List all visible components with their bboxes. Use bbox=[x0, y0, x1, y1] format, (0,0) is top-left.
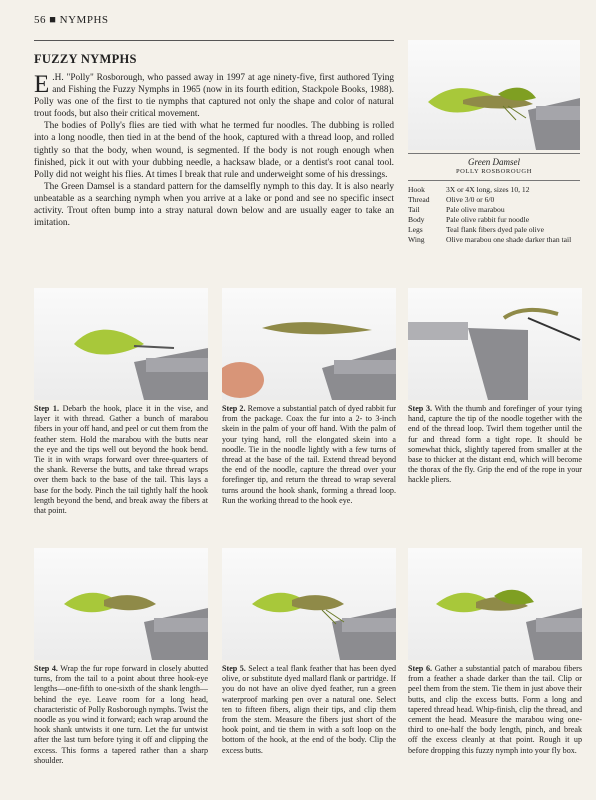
title-rule bbox=[34, 40, 394, 41]
page-number: 56 bbox=[34, 14, 46, 26]
recipe-row: Hook 3X or 4X long, sizes 10, 12 bbox=[408, 185, 530, 194]
intro-paragraph-3: The Green Damsel is a standard pattern for the damselfly nymph to this day. It is also nearly unbeatable as a searching nymph when you arrive at a lake or pond and see no specific insect activity. Trout often bump into a stray natural down below and are usually eager to take an imitation. bbox=[34, 181, 394, 229]
intro-paragraph-1: E .H. "Polly" Rosborough, who passed away in 1997 at age ninety-five, first authored Tying and Fishing the Fuzzy Nymphs in 1965 (now in its fourth edition, Stackpole Books, 1988). Polly was one of the first to tie nymphs that captured not only the shape and color of natural trout foods, but also their critical movement. bbox=[34, 71, 394, 120]
step-4-text: Step 4. Wrap the fur rope forward in closely abutted turns, from the tail to a point about three hook-eye lengths—one-fifth to one-sixth of the shank length—behind the eye. Leave room for a long head, characteristic of Polly Rosborough nymphs. Twist the noodle as you wind it forward; each wrap around the hook shank untwists it one turn. Let the fur untwist after the last turn before tying it off and clipping the excess. This forms a tapered rather than a sharp shoulder. bbox=[34, 664, 208, 765]
intro-text bbox=[34, 72, 394, 229]
header-separator: ■ bbox=[49, 14, 57, 26]
intro-paragraph-2: The bodies of Polly's flies are tied with what he termed fur noodles. The dubbing is rolled into a long noodle, then tied in at the bend of the hook, captured with a thread loop, and rolled tightly so that the body, when wound, is segmented. If the body is not rough enough when finished, pick it out with your dubbing needle, a hacksaw blade, or a dentist's root canal tool. Polly did not weight his flies. At times I break that rule and underweight some of his dressings. bbox=[34, 121, 394, 180]
step-2-photo bbox=[222, 288, 396, 400]
pattern-author: POLLY ROSBOROUGH bbox=[408, 167, 580, 181]
step-6-photo bbox=[408, 548, 582, 660]
recipe-row: Thread Olive 3/0 or 6/0 bbox=[408, 195, 495, 204]
step-5-text: Step 5. Select a teal flank feather that has been dyed olive, or substitute dyed mallard flank or partridge. If you do not have an olive dyed feather, run a green waterproof marking pen over a natural one. Select ten to fifteen fibers, align their tips, and clip them from the stem. Measure the fibers just short of the hook point, and tie them in with a soft loop on the bottom of the hook, at the end of the body. Clip the excess butts. bbox=[222, 664, 396, 755]
recipe-table bbox=[408, 185, 580, 245]
fly-illustration bbox=[408, 40, 580, 150]
recipe-row: Wing Olive marabou one shade darker than tail bbox=[408, 235, 572, 244]
step-6-text: Step 6. Gather a substantial patch of marabou fibers from a feather a shade darker than the tail. Clip or peel them from the stem. Tie them in just above their butts, and clip the excess butts. Form a long and tapered thread head. Whip-finish, clip the thread, and cement the head. Measure the marabou wing one-third to one-half the body length, pinch, and break off the excess cleanly at that point. Rough it up before dropping this fuzzy nymph into your fly box. bbox=[408, 664, 582, 755]
step-1-text: Step 1. Debarb the hook, place it in the vise, and layer it with thread. Gather a bunch of marabou fibers in your off hand, and peel or cut them from the feather stem. Hold the marabou with the butts near the eye and the tips well out beyond the hook bend. Tie it in with wraps forward over three-quarters of the shank. Reverse the butts, and take thread wraps over them back to the base of the tail. This lays a base for the body. Pinch the tail tightly half the hook length beyond the bend, and break away the fibers at that point. bbox=[34, 404, 208, 516]
recipe-row: Tail Pale olive marabou bbox=[408, 205, 505, 214]
hero-photo-green-damsel bbox=[408, 40, 580, 150]
recipe-row: Legs Teal flank fibers dyed pale olive bbox=[408, 225, 544, 234]
step-5-photo bbox=[222, 548, 396, 660]
running-header bbox=[34, 14, 109, 26]
pattern-name: Green Damsel bbox=[408, 153, 580, 167]
drop-cap: E bbox=[34, 71, 50, 98]
step-2-text: Step 2. Remove a substantial patch of dyed rabbit fur from the package. Coax the fur into a 2- to 3-inch skein in the palm of your off hand. With the palm of your tying hand, roll the elongated skein into a noodle. Tie in the noodle lightly with a few turns of thread at the base of the tail. Extend thread beyond the end of the noodle, capture the thread over your forefinger tip, and return the thread to wrap several turns around the hook shank, forming a thread loop. Run the working thread to the hook eye. bbox=[222, 404, 396, 505]
step-3-text: Step 3. With the thumb and forefinger of your tying hand, capture the tip of the noodle together with the end of the thread loop. Twirl them together until the fur and thread form a tight rope. It should be somewhat thick, slightly tapered from smaller at the base to thicker at the distant end, which will become the thorax of the fly. Grip the end of the rope in your hackle pliers. bbox=[408, 404, 582, 485]
page-title: FUZZY NYMPHS bbox=[34, 52, 137, 66]
pattern-recipe bbox=[408, 153, 580, 245]
step-1-photo bbox=[34, 288, 208, 400]
step-3-photo bbox=[408, 288, 582, 400]
recipe-row: Body Pale olive rabbit fur noodle bbox=[408, 215, 530, 224]
section-name: NYMPHS bbox=[59, 14, 109, 26]
step-4-photo bbox=[34, 548, 208, 660]
